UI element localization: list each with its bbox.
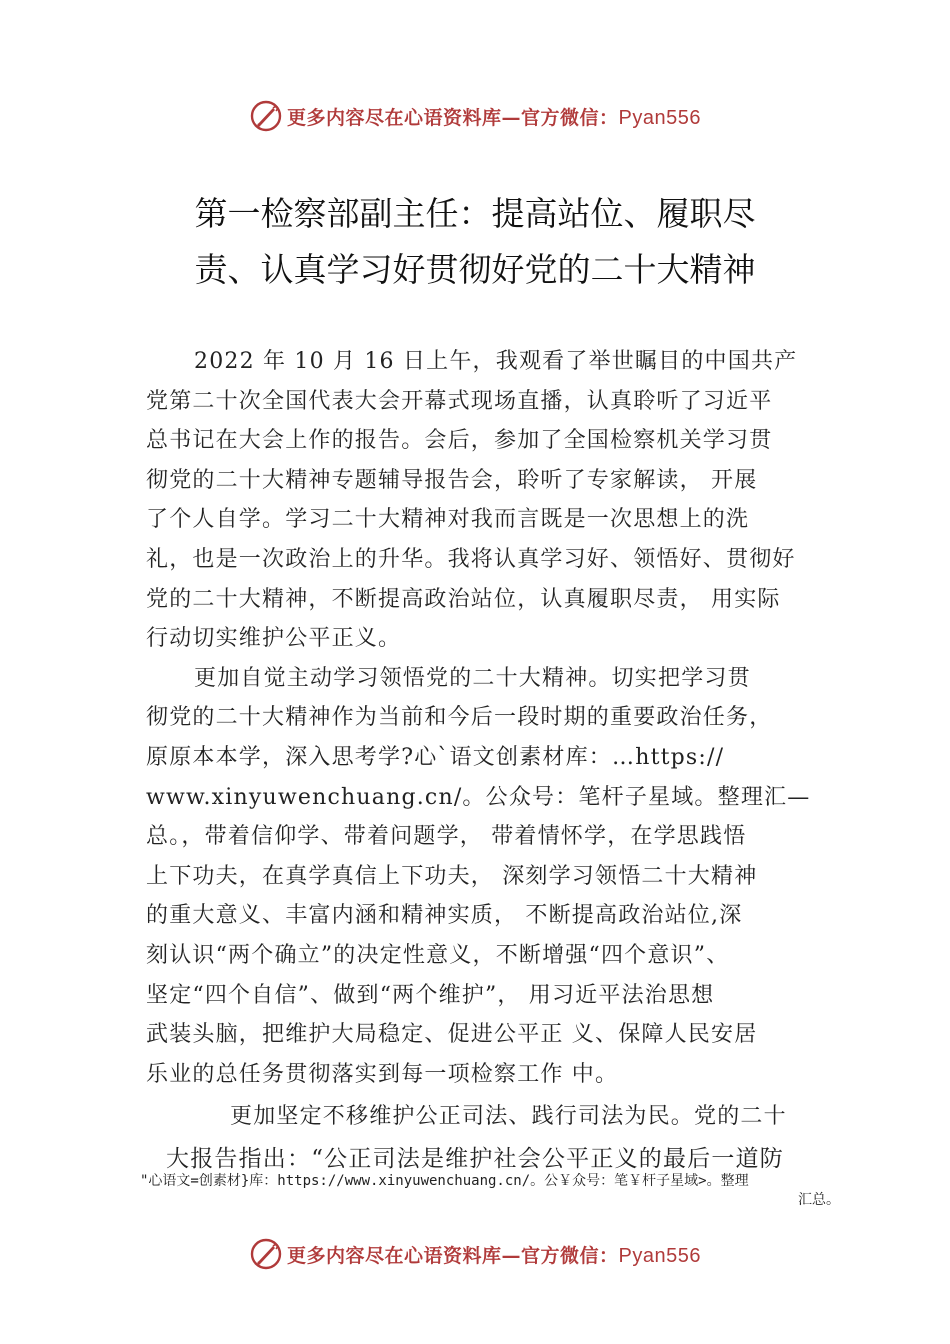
banner-text: 更多内容尽在心语资料库—官方微信：Pyan556	[287, 106, 701, 129]
text-line: 彻党的二十大精神专题辅导报告会，聆听了专家解读， 开展	[146, 467, 758, 493]
footnote-line-1: "心语文=创素材}库：https://www.xinyuwenchuang.cn/。公￥众号：笔￥杆子星域>。整理	[140, 1173, 749, 1189]
quill-pen-seal-icon	[249, 1237, 283, 1271]
footnote-line-2: 汇总。	[798, 1192, 840, 1208]
text-line: 武装头脑，把维护大局稳定、促进公平正 义、保障人民安居	[146, 1022, 758, 1048]
text-line: 刻认识“两个确立”的决定性意义，不断增强“四个意识”、	[146, 942, 730, 968]
title-line-2: 责、认真学习好贯彻好党的二十大精神	[194, 250, 756, 289]
text-line: 更加坚定不移维护公正司法、践行司法为民。党的二十	[230, 1104, 787, 1129]
text-line: 的重大意义、丰富内涵和精神实质， 不断提高政治站位,深	[146, 903, 743, 929]
quill-pen-seal-icon	[249, 99, 283, 133]
footnote	[140, 1172, 840, 1210]
paragraph-2	[146, 659, 826, 1095]
footer-banner	[0, 1234, 950, 1274]
text-line: 乐业的总任务贯彻落实到每一项检察工作 中。	[146, 1061, 619, 1087]
paragraph-1	[146, 342, 826, 659]
text-line: 礼，也是一次政治上的升华。我将认真学习好、领悟好、贯彻好	[146, 546, 796, 572]
text-line: 党第二十次全国代表大会开幕式现场直播，认真聆听了习近平	[146, 388, 773, 414]
text-line: 总。，带着信仰学、带着问题学， 带着情怀学，在学思践悟	[146, 824, 747, 850]
title-line-1: 第一检察部副主任：提高站位、履职尽	[194, 194, 756, 233]
banner-text: 更多内容尽在心语资料库—官方微信：Pyan556	[287, 1244, 701, 1267]
text-line: 上下功夫，在真学真信上下功夫， 深刻学习领悟二十大精神	[146, 863, 758, 889]
text-line: 彻党的二十大精神作为当前和今后一段时期的重要政治任务，	[146, 705, 773, 731]
wechat-id: Pyan556	[618, 1244, 701, 1267]
text-line: 坚定“四个自信”、做到“两个维护”， 用习近平法治思想	[146, 982, 715, 1008]
paragraph-3	[146, 1096, 826, 1180]
text-line: 了个人自学。学习二十大精神对我而言既是一次思想上的洗	[146, 507, 750, 533]
article-body	[146, 342, 826, 1094]
wechat-id: Pyan556	[618, 106, 701, 129]
header-banner	[0, 96, 950, 136]
text-line: 行动切实维护公平正义。	[146, 626, 402, 652]
text-line: 党的二十大精神，不断提高政治站位，认真履职尽责， 用实际	[146, 586, 781, 612]
page-title	[150, 186, 800, 298]
text-line: 总书记在大会上作的报告。会后，参加了全国检察机关学习贯	[146, 428, 773, 454]
text-line: 大报告指出：“公正司法是维护社会公平正义的最后一道防	[166, 1146, 784, 1172]
text-line: www.xinyuwenchuang.cn/。公众号：笔杆子星域。整理汇—	[146, 784, 811, 810]
text-line: 更加自觉主动学习领悟党的二十大精神。切实把学习贯	[194, 665, 751, 691]
text-line: 2022 年 10 月 16 日上午，我观看了举世瞩目的中国共产	[194, 349, 798, 374]
text-line: 原原本本学，深入思考学?心`语文创素材库：…https://	[146, 744, 725, 770]
